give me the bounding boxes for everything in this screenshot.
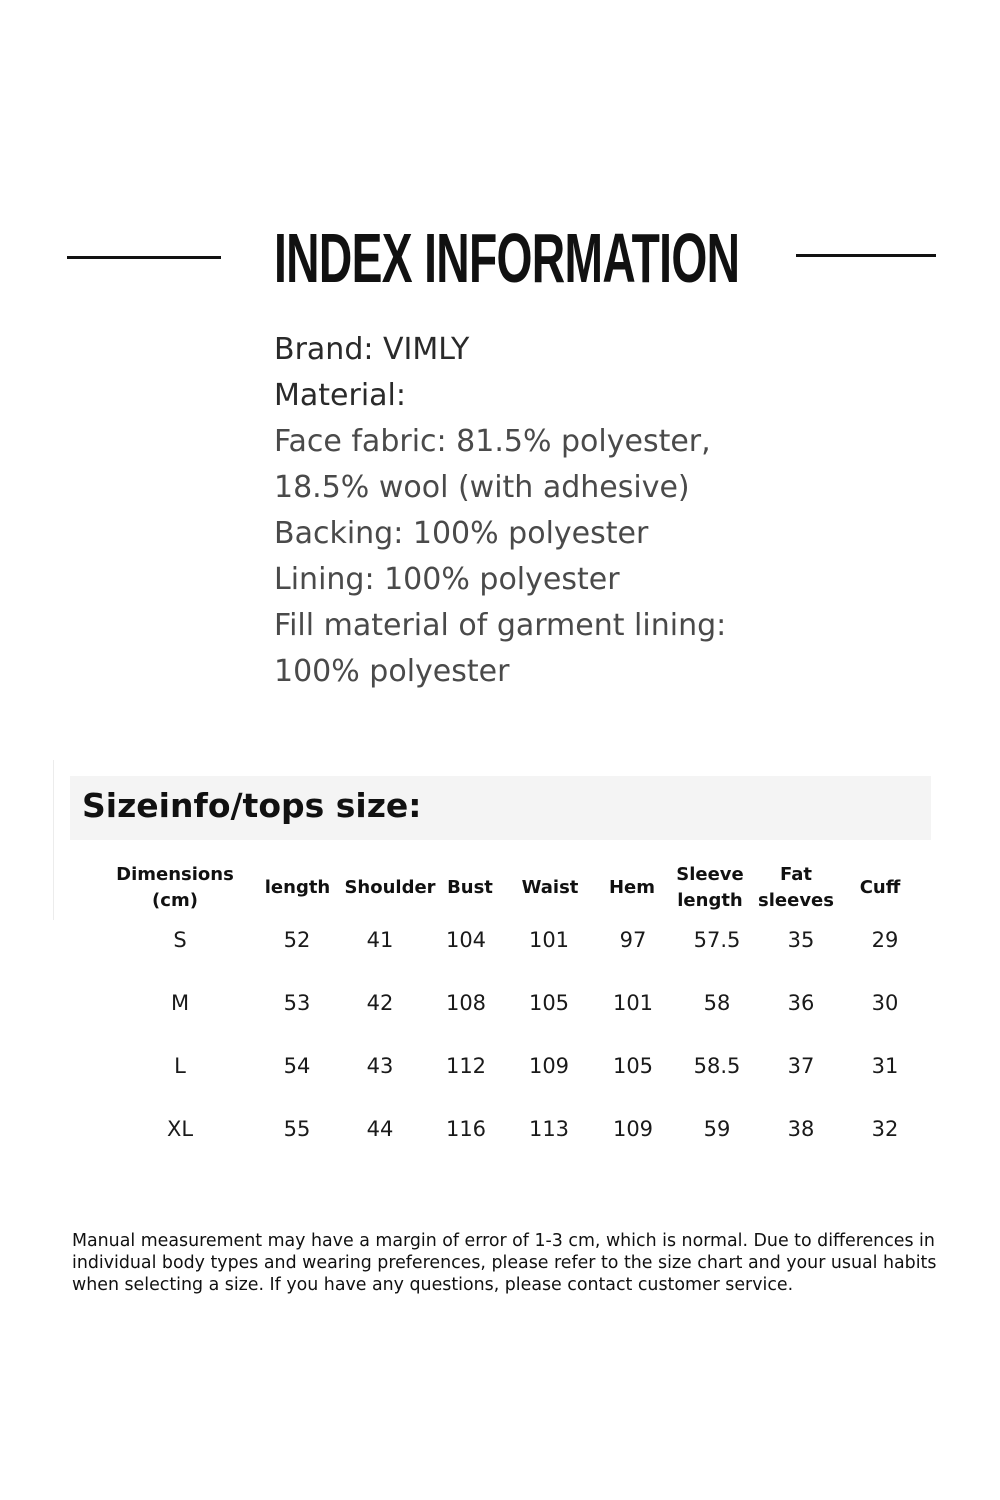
table-cell: 109 (528, 1054, 570, 1078)
table-cell: 105 (612, 1054, 654, 1078)
size-label-cell: M (170, 991, 190, 1015)
page-title: INDEX INFORMATION (274, 219, 740, 297)
table-cell: 108 (445, 991, 487, 1015)
table-cell: 52 (283, 928, 311, 952)
table-cell: 54 (283, 1054, 311, 1078)
table-cell: 59 (703, 1117, 731, 1141)
table-cell: 30 (871, 991, 899, 1015)
column-header-waist: Waist (521, 877, 579, 898)
material-line: Backing: 100% polyester (274, 516, 649, 551)
column-header-fat-sleeves: Fat sleeves (758, 864, 834, 911)
size-section-heading: Sizeinfo/tops size: (82, 786, 422, 825)
material-line: Fill material of garment lining: (274, 608, 727, 643)
title-rule-right (796, 254, 936, 257)
title-rule-left (67, 256, 221, 259)
table-row (100, 1109, 930, 1149)
table-cell: 32 (871, 1117, 899, 1141)
size-label-cell: XL (166, 1117, 194, 1141)
column-header-shoulder: Shoulder (344, 877, 436, 898)
material-line: Lining: 100% polyester (274, 562, 620, 597)
image-edge-divider (53, 760, 54, 920)
table-cell: 37 (787, 1054, 815, 1078)
table-cell: 109 (612, 1117, 654, 1141)
table-row (100, 1046, 930, 1086)
table-cell: 29 (871, 928, 899, 952)
size-label-cell: L (174, 1054, 186, 1078)
table-cell: 58 (703, 991, 731, 1015)
size-label-cell: S (173, 928, 187, 952)
table-cell: 42 (366, 991, 394, 1015)
table-cell: 105 (528, 991, 570, 1015)
column-header-hem: Hem (608, 877, 656, 898)
brand-line: Brand: VIMLY (274, 332, 470, 367)
column-header-length: length (264, 877, 331, 898)
table-cell: 44 (366, 1117, 394, 1141)
table-cell: 101 (612, 991, 654, 1015)
product-info (274, 327, 914, 695)
table-cell: 35 (787, 928, 815, 952)
measurement-note: Manual measurement may have a margin of error of 1-3 cm, which is normal. Due to differences in individual body types and wearing preferences, please refer to the size chart and your usual habits when selecting a size. If you have any questions, please contact customer service. (72, 1231, 937, 1295)
table-cell: 112 (445, 1054, 487, 1078)
table-cell: 58.5 (693, 1054, 741, 1078)
column-header-dimensions: Dimensions (cm) (116, 864, 234, 911)
table-cell: 116 (445, 1117, 487, 1141)
table-cell: 43 (366, 1054, 394, 1078)
table-cell: 113 (528, 1117, 570, 1141)
table-row (100, 920, 930, 960)
material-heading: Material: (274, 378, 406, 413)
column-header-bust: Bust (447, 877, 493, 898)
column-header-sleeve-length: Sleeve length (676, 864, 744, 911)
column-header-cuff: Cuff (859, 877, 901, 898)
table-row (100, 983, 930, 1023)
material-line: Face fabric: 81.5% polyester, (274, 424, 711, 459)
size-section-header (70, 776, 931, 840)
table-cell: 38 (787, 1117, 815, 1141)
table-cell: 55 (283, 1117, 311, 1141)
table-cell: 101 (528, 928, 570, 952)
material-line: 100% polyester (274, 654, 510, 689)
table-cell: 57.5 (693, 928, 741, 952)
table-cell: 41 (366, 928, 394, 952)
table-cell: 97 (619, 928, 647, 952)
table-cell: 53 (283, 991, 311, 1015)
table-cell: 31 (871, 1054, 899, 1078)
table-cell: 104 (445, 928, 487, 952)
table-cell: 36 (787, 991, 815, 1015)
material-line: 18.5% wool (with adhesive) (274, 470, 690, 505)
